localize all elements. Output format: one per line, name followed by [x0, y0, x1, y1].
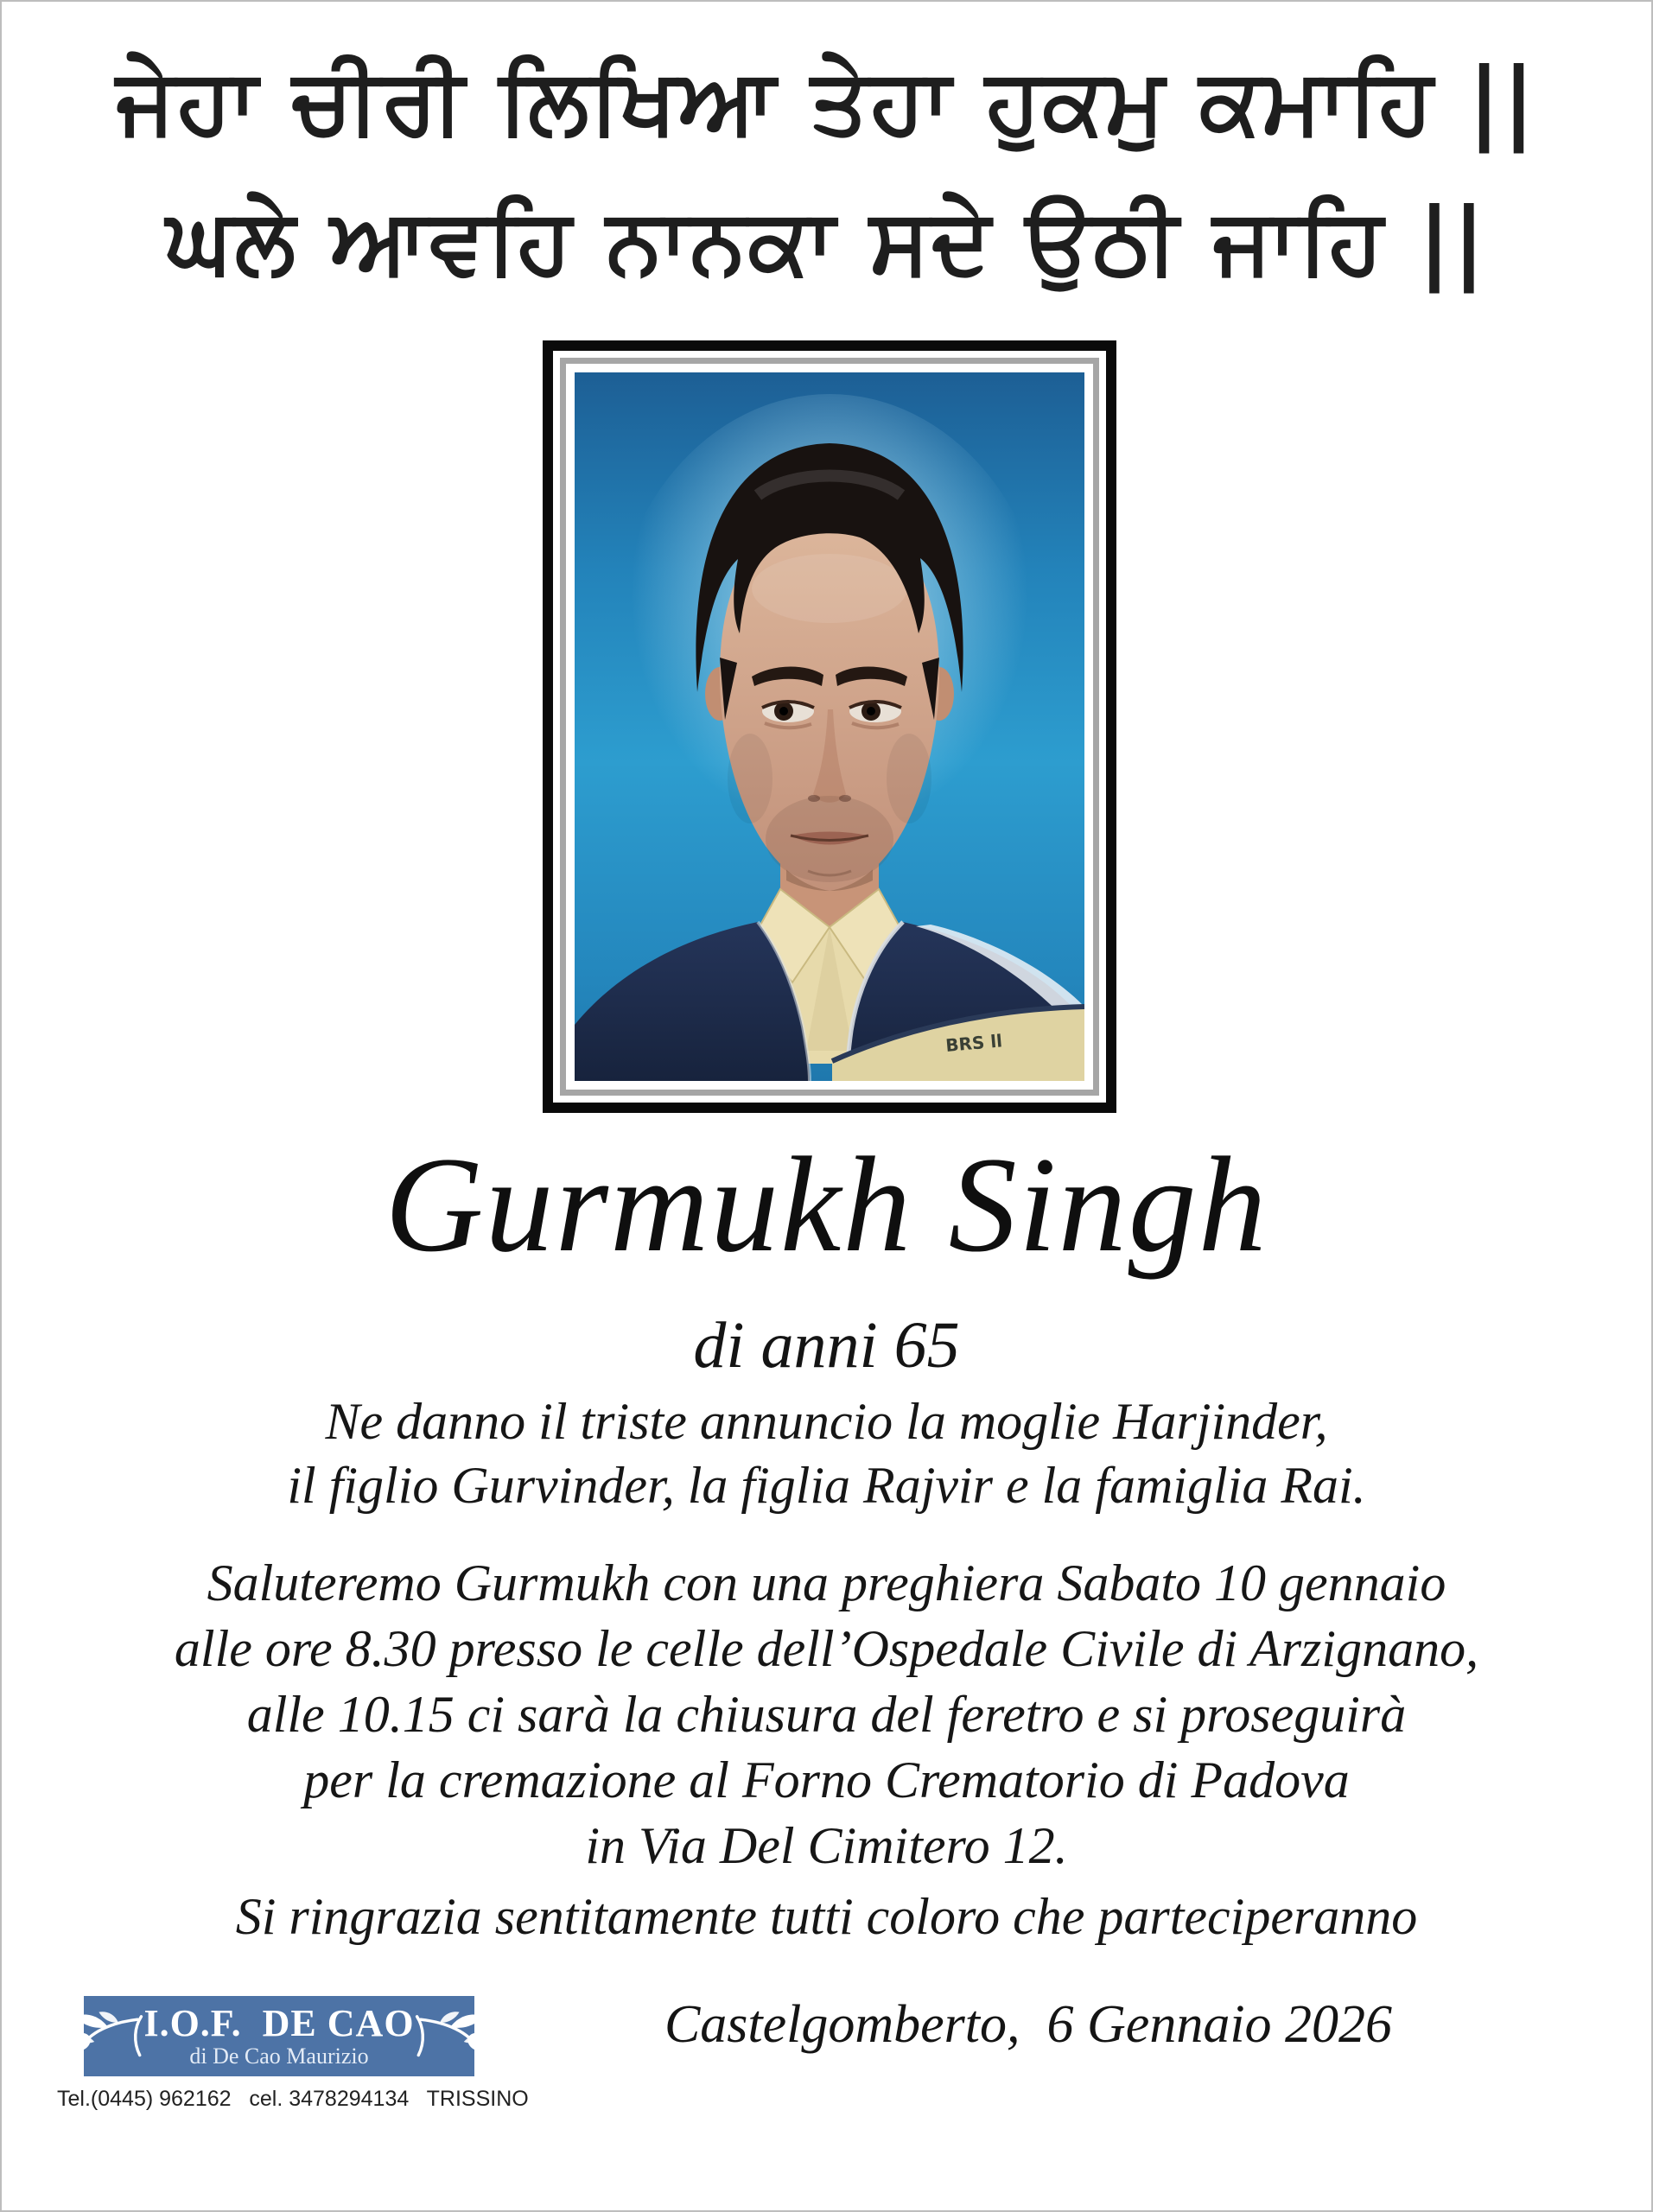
flourish-right-icon: [415, 2008, 489, 2065]
funeral-details-paragraph: [0, 1550, 1653, 1878]
thanks-line: Si ringrazia sentitamente tutti coloro che parteciperanno: [235, 1888, 1418, 1945]
dateline: Castelgomberto, 6 Gennaio 2026: [664, 1995, 1393, 2054]
deceased-age-line: di anni 65: [693, 1309, 960, 1382]
funeral-line: alle 10.15 ci sarà la chiusura del feretro e si proseguirà: [246, 1686, 1407, 1743]
funeral-line: per la cremazione al Forno Crematorio di Padova: [303, 1751, 1350, 1808]
forehead-highlight: [752, 554, 907, 623]
jaw-shade-left: [728, 734, 772, 823]
flourish-left-icon: [69, 2008, 143, 2065]
gurmukhi-verse-line-1: ਜੇਹਾ ਚੀਰੀ ਲਿਖਿਆ ਤੇਹਾ ਹੁਕਮੁ ਕਮਾਹਿ ||: [116, 48, 1537, 154]
portrait-photo-frame: [543, 340, 1116, 1113]
funeral-line: Saluteremo Gurmukh con una preghiera Sabato 10 gennaio: [207, 1554, 1446, 1611]
deceased-name: Gurmukh Singh: [385, 1129, 1268, 1281]
funeral-line: alle ore 8.30 presso le celle dell’Ospedale Civile di Arzignano,: [174, 1620, 1479, 1677]
funeral-home-name: I.O.F. DE CAO: [143, 2001, 415, 2044]
funeral-home-contact: Tel.(0445) 962162 cel. 3478294134 TRISSINO: [57, 2087, 529, 2111]
pupil-left: [779, 707, 788, 715]
announcement-line: il figlio Gurvinder, la figlia Rajvir e la famiglia Rai.: [287, 1457, 1366, 1514]
gurmukhi-verse-line-2: ਘਲੇ ਆਵਹਿ ਨਾਨਕਾ ਸਦੇ ਉਠੀ ਜਾਹਿ ||: [166, 188, 1487, 294]
funeral-line: in Via Del Cimitero 12.: [585, 1817, 1068, 1874]
gurmukhi-verse: [0, 31, 1653, 311]
funeral-home-logo: [84, 1996, 474, 2076]
announcement-paragraph: [0, 1389, 1653, 1517]
portrait-photo: [575, 372, 1084, 1081]
pupil-right: [867, 707, 875, 715]
portrait-photo-mat: [560, 358, 1099, 1096]
announcement-line: Ne danno il triste annuncio la moglie Harjinder,: [325, 1393, 1328, 1450]
jacket-logo-text: BRS ll: [944, 1030, 1003, 1056]
funeral-home-owner: di De Cao Maurizio: [189, 2043, 369, 2069]
funeral-home-logo-text: [143, 2001, 415, 2069]
jaw-shade-right: [887, 734, 931, 823]
